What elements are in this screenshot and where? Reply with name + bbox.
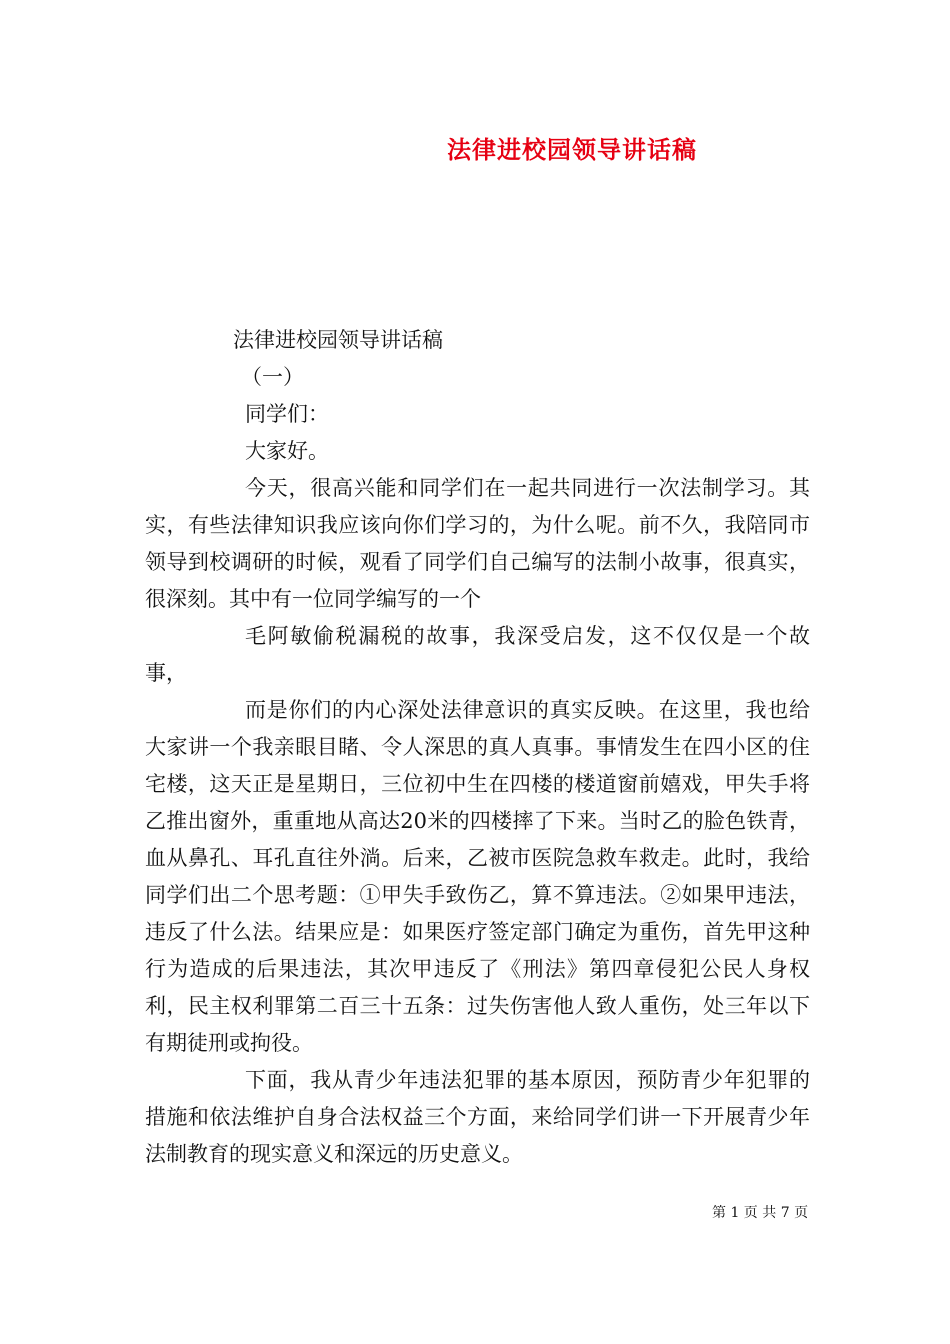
body-paragraph: 下面，我从青少年违法犯罪的基本原因，预防青少年犯罪的措施和依法维护自身合法权益三个方面，来给同学们讲一下开展青少年法制教育的现实意义和深远的历史意义。 [145, 1068, 810, 1166]
body-paragraph: 今天，很高兴能和同学们在一起共同进行一次法制学习。其实，有些法律知识我应该向你们学习的，为什么呢。前不久，我陪同市领导到校调研的时候，观看了同学们自己编写的法制小故事，很真实，很深刻。其中有一位同学编写的一个 [145, 476, 810, 611]
body-paragraph: 毛阿敏偷税漏税的故事，我深受启发，这不仅仅是一个故事， [145, 624, 810, 685]
document-title: 法律进校园领导讲话稿 [447, 135, 697, 164]
greeting-line: 同学们： [245, 402, 329, 426]
body-paragraph: 而是你们的内心深处法律意识的真实反映。在这里，我也给大家讲一个我亲眼目睹、令人深思的真人真事。事情发生在四小区的住宅楼，这天正是星期日，三位初中生在四楼的楼道窗前嬉戏，甲失手将乙推出窗外，重重地从高达20米的四楼摔了下来。当时乙的脸色铁青，血从鼻孔、耳孔直往外淌。后来，乙被市医院急救车救走。此时，我给同学们出二个思考题：①甲失手致伤乙，算不算违法。②如果甲违法，违反了什么法。结果应是：如果医疗签定部门确定为重伤，首先甲这种行为造成的后果违法，其次甲违反了《刑法》第四章侵犯公民人身权利，民主权利罪第二百三十五条：过失伤害他人致人重伤，处三年以下有期徒刑或拘役。 [145, 698, 810, 1055]
speech-heading: 法律进校园领导讲话稿 [233, 328, 443, 352]
document-body [145, 322, 810, 1173]
section-number: （一） [241, 365, 304, 389]
hello-line: 大家好。 [245, 439, 329, 463]
page-indicator: 第 1 页 共 7 页 [712, 1205, 809, 1221]
